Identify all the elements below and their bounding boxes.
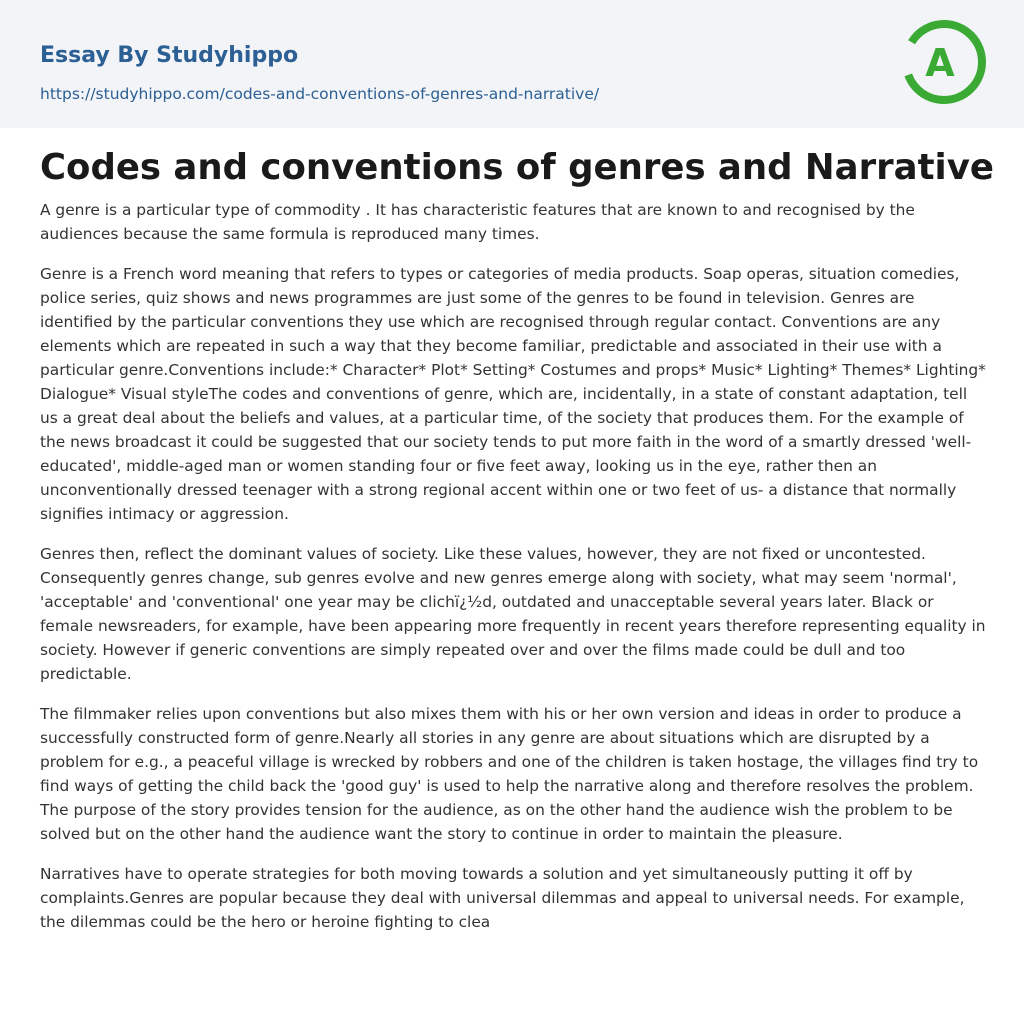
paragraph-4: The filmmaker relies upon conventions but also mixes them with his or her own version and ideas in order to produce a successfully constructed form of genre.Nearly all stories in any genre are about situations which are disrupted by a problem for e.g., a peaceful village is wrecked by robbers and one of the children is taken hostage, the villages find try to find ways of getting the child back the 'good guy' is used to help the narrative along and therefore resolves the problem. The purpose of the story provides tension for the audience, as on the other hand the audience wish the problem to be solved but on the other hand the audience want the story to continue in order to maintain the pleasure. xyxy=(40,705,979,843)
article xyxy=(40,142,994,950)
paragraph-3: Genres then, reflect the dominant values of society. Like these values, however, they are not fixed or uncontested. Consequently genres change, sub genres evolve and new genres emerge along with society, what may seem 'normal', 'acceptable' and 'conventional' one year may be clichï¿½d, outdated and unacceptable several years later. Black or female newsreaders, for example, have been appearing more frequently in recent years therefore representing equality in society. However if generic conventions are simply repeated over and over the films made could be dull and too predictable. xyxy=(40,545,986,683)
site-header xyxy=(0,0,1024,128)
logo-letter: A xyxy=(925,41,955,85)
source-url-link[interactable]: https://studyhippo.com/codes-and-conventions-of-genres-and-narrative/ xyxy=(40,85,600,103)
paragraph-1: A genre is a particular type of commodity . It has characteristic features that are known to and recognised by the audiences because the same formula is reproduced many times. xyxy=(40,201,915,243)
paragraph-2: Genre is a French word meaning that refers to types or categories of media products. Soap operas, situation comedies, police series, quiz shows and news programmes are just some of the genres to be found in television. Genres are identified by the particular conventions they use which are recognised through regular contact. Conventions are any elements which are repeated in such a way that they become familiar, predictable and associated in their use with a particular genre.Conventions include:* Character* Plot* Setting* Costumes and props* Music* Lighting* Themes* Lighting* Dialogue* Visual styleThe codes and conventions of genre, which are, incidentally, in a state of constant adaptation, tell us a great deal about the beliefs and values, at a particular time, of the society that produces them. For the example of the news broadcast it could be suggested that our society tends to put more faith in the word of a smartly dressed 'well-educated', middle-aged man or women standing four or five feet away, looking us in the eye, rather then an unconventionally dressed teenager with a strong regional accent within one or two feet of us- a distance that normally signifies intimacy or aggression. xyxy=(40,265,986,523)
paragraph-5: Narratives have to operate strategies for both moving towards a solution and yet simultaneously putting it off by complaints.Genres are popular because they deal with universal dilemmas and appeal to universal needs. For example, the dilemmas could be the hero or heroine fighting to clea xyxy=(40,865,965,931)
brand-title[interactable]: Essay By Studyhippo xyxy=(40,43,299,68)
studyhippo-logo-icon[interactable] xyxy=(898,18,986,106)
page-title: Codes and conventions of genres and Narrative xyxy=(40,147,994,188)
